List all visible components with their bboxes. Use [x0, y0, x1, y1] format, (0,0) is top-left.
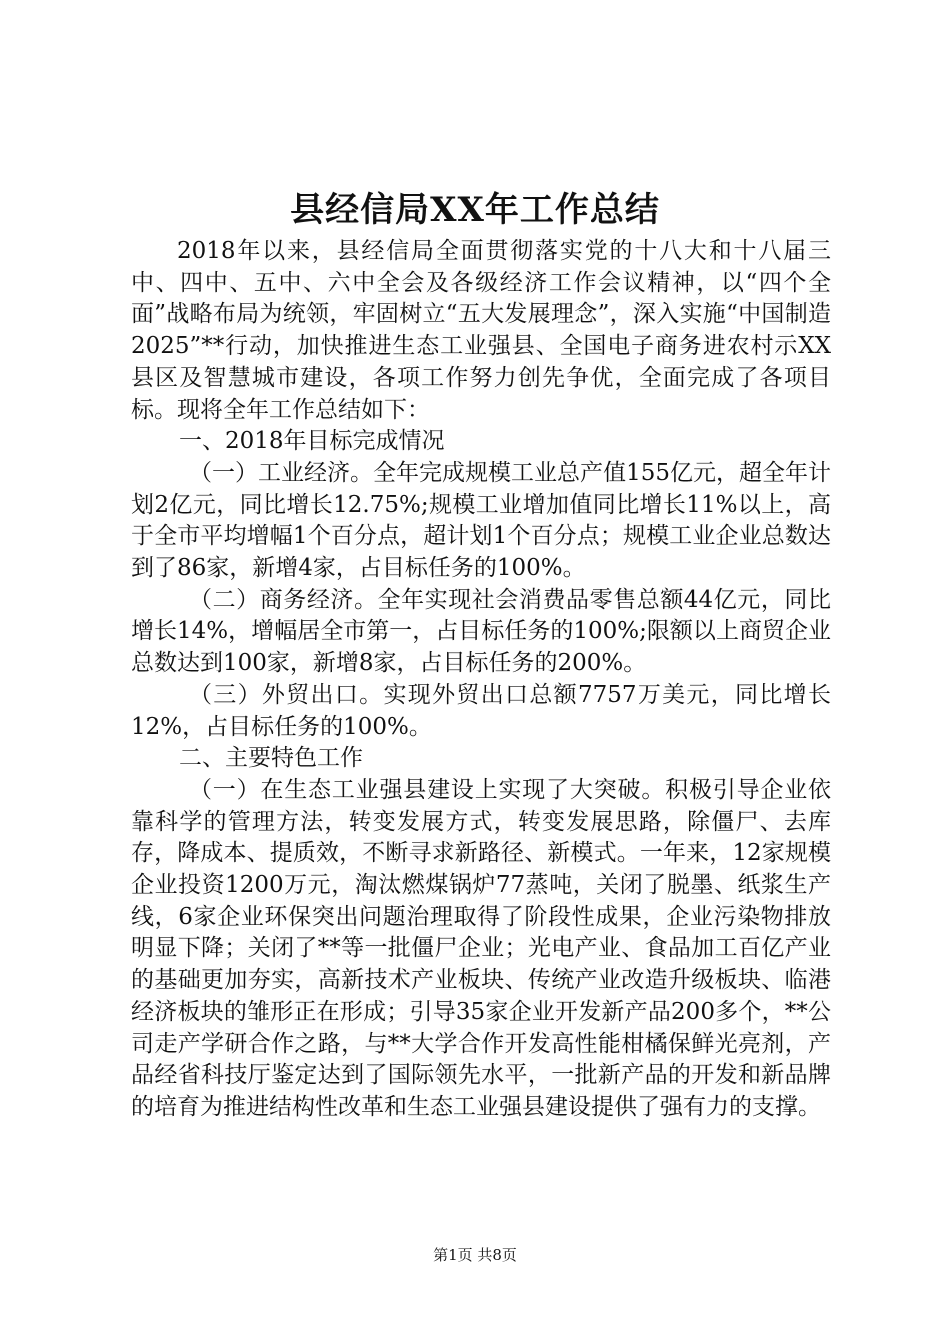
- section-heading-2: 二、主要特色工作: [179, 745, 363, 772]
- page-footer: 第1页 共8页: [433, 1246, 517, 1264]
- document-body: [131, 236, 831, 1124]
- foreign-trade-paragraph: （三）外贸出口。实现外贸出口总额7757万美元，同比增长12%，占目标任务的100%。: [131, 681, 831, 740]
- section-heading-1: 一、2018年目标完成情况: [179, 428, 445, 455]
- commerce-economy-paragraph: （二）商务经济。全年实现社会消费品零售总额44亿元，同比增长14%，增幅居全市第一，占目标任务的100%;限额以上商贸企业总数达到100家，新增8家，占目标任务的200%。: [131, 586, 831, 677]
- intro-paragraph: 2018年以来，县经信局全面贯彻落实党的十八大和十八届三中、四中、五中、六中全会及各级经济工作会议精神，以“四个全面”战略布局为统领，牢固树立“五大发展理念”，深入实施“中国制造2025”**行动，加快推进生态工业强县、全国电子商务进农村示XX县区及智慧城市建设，各项工作努力创先争优，全面完成了各项目标。现将全年工作总结如下：: [131, 238, 831, 423]
- document-title: 县经信局XX年工作总结: [290, 190, 660, 230]
- industry-economy-paragraph: （一）工业经济。全年完成规模工业总产值155亿元，超全年计划2亿元，同比增长12.75%;规模工业增加值同比增长11%以上，高于全市平均增幅1个百分点，超计划1个百分点；规模工业企业总数达到了86家，新增4家，占目标任务的100%。: [131, 459, 831, 582]
- eco-industry-paragraph: （一）在生态工业强县建设上实现了大突破。积极引导企业依靠科学的管理方法，转变发展方式，转变发展思路，除僵尸、去库存，降成本、提质效，不断寻求新路径、新模式。一年来，12家规模企业投资1200万元，淘汰燃煤锅炉77蒸吨，关闭了脱墨、纸浆生产线，6家企业环保突出问题治理取得了阶段性成果，企业污染物排放明显下降；关闭了**等一批僵尸企业；光电产业、食品加工百亿产业的基础更加夯实，高新技术产业板块、传统产业改造升级板块、临港经济板块的雏形正在形成；引导35家企业开发新产品200多个，**公司走产学研合作之路，与**大学合作开发高性能柑橘保鲜光亮剂，产品经省科技厅鉴定达到了国际领先水平，一批新产品的开发和新品牌的培育为推进结构性改革和生态工业强县建设提供了强有力的支撑。: [131, 776, 831, 1120]
